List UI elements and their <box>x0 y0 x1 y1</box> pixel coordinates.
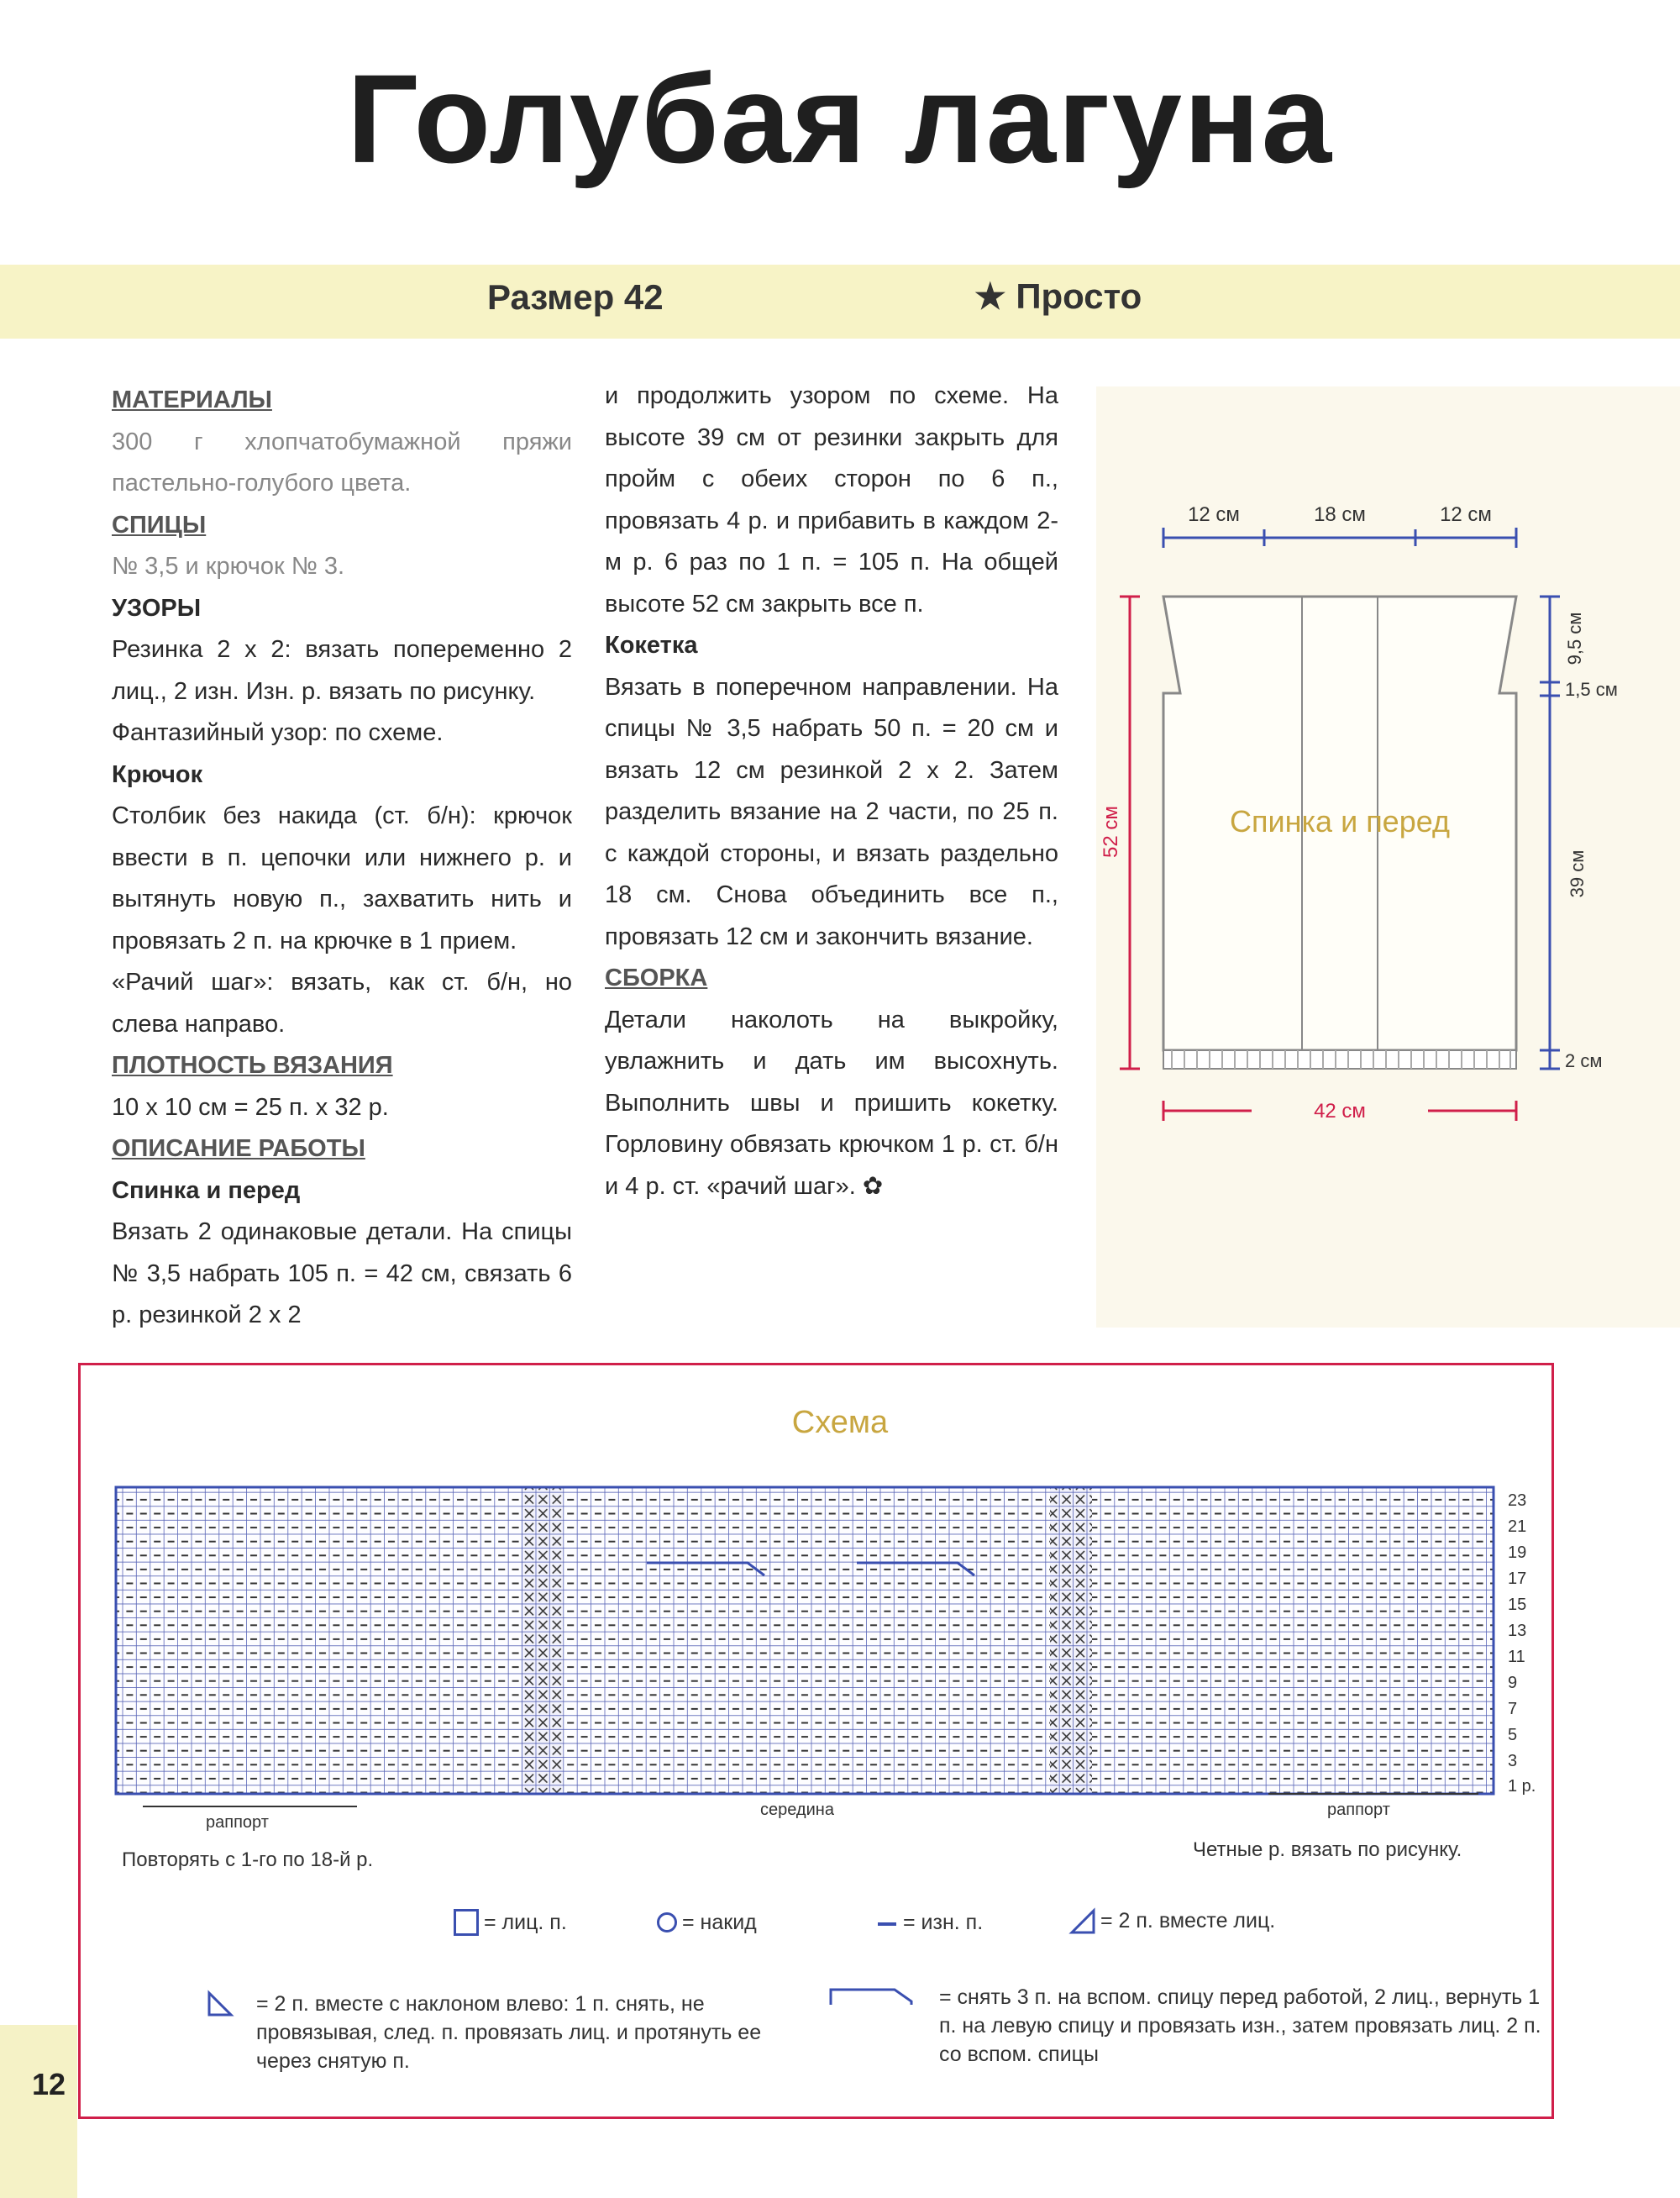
paragraph: Детали наколоть на выкройку, увлажнить и дать им высохнуть. Выполнить швы и пришить кокетку. Горловину обвязать крючком 1 р. ст. б/н и 4 р. ст. «рачий шаг». ✿ <box>605 1006 1058 1200</box>
page-title: Голубая лагуна <box>346 48 1334 189</box>
knit-stitch-symbol <box>454 1909 479 1936</box>
row-number: 9 <box>1508 1674 1518 1692</box>
row-number: 1 р. <box>1508 1777 1536 1796</box>
paragraph: 300 г хлопчатобумажной пряжи пастельно-голубого цвета. <box>112 428 572 497</box>
text-column-left <box>112 380 572 1337</box>
right-dim-1: 9,5 см <box>1564 612 1585 665</box>
difficulty-label: ★ Просто <box>974 276 1142 316</box>
legend-yarn-over: = накид <box>682 1911 757 1934</box>
chart-note-right: Четные р. вязать по рисунку. <box>1193 1838 1462 1861</box>
right-dim-2: 1,5 см <box>1565 679 1618 700</box>
row-number: 11 <box>1508 1648 1525 1666</box>
row-number: 13 <box>1508 1622 1527 1640</box>
paragraph: и продолжить узором по схеме. На высоте 39 см от резинки закрыть для пройм с обеих сторон по 6 п., провязать 4 р. и прибавить в каждом 2-м р. 6 раз по 1 п. = 105 п. На общей высоте 52 см закрыть все п. <box>605 382 1058 618</box>
yarn-over-symbol <box>657 1912 677 1932</box>
bottom-dim: 42 см <box>1314 1100 1366 1123</box>
garment-schematic <box>1092 471 1663 1143</box>
right-dim-4: 2 см <box>1565 1050 1603 1071</box>
row-number: 7 <box>1508 1700 1518 1718</box>
legend-ssk: = 2 п. вместе с наклоном влево: 1 п. снять, не провязывая, след. п. провязать лиц. и протянуть ее через снятую п. <box>256 1992 762 2073</box>
page-number-band <box>0 2025 77 2198</box>
row-number: 21 <box>1508 1517 1527 1536</box>
size-label: Размер 42 <box>487 277 664 317</box>
legend-k2tog: = 2 п. вместе лиц. <box>1100 1909 1276 1932</box>
paragraph: ПЛОТНОСТЬ ВЯЗАНИЯ <box>112 1052 393 1079</box>
top-dim-right: 12 см <box>1440 503 1492 526</box>
left-dim: 52 см <box>1100 806 1122 858</box>
page-number: 12 <box>32 2067 66 2101</box>
header-band <box>0 265 1680 339</box>
chart-title: Схема <box>791 1405 889 1440</box>
schematic-label: Спинка и перед <box>1230 804 1450 839</box>
paragraph: Крючок <box>112 760 203 788</box>
legend-cable: = снять 3 п. на вспом. спицу перед работой, 2 лиц., вернуть 1 п. на левую спицу и провязать изн., затем провязать лиц. 2 п. со вспом. спицы <box>939 1985 1541 2066</box>
k2tog-symbol <box>1068 1907 1097 1936</box>
ssk-symbol <box>206 1990 234 2018</box>
paragraph: Кокетка <box>605 632 698 659</box>
rapport-label-left: раппорт <box>206 1813 269 1832</box>
row-number: 17 <box>1508 1570 1527 1588</box>
rapport-label-right: раппорт <box>1327 1801 1390 1819</box>
paragraph: СБОРКА <box>605 965 708 991</box>
paragraph: УЗОРЫ <box>112 594 202 622</box>
row-number: 23 <box>1508 1491 1527 1510</box>
chart-note-left: Повторять с 1-го по 18-й р. <box>122 1848 374 1871</box>
paragraph: Столбик без накида (ст. б/н): крючок ввести в п. цепочки или нижнего р. и вытянуть новую п., захватить нить и провязать 2 п. на крючке в 1 прием. <box>112 802 572 954</box>
legend-knit: = лиц. п. <box>484 1911 567 1934</box>
paragraph: ОПИСАНИЕ РАБОТЫ <box>112 1135 365 1162</box>
middle-label: середина <box>760 1801 834 1819</box>
paragraph: № 3,5 и крючок № 3. <box>112 553 345 580</box>
paragraph: Спинка и перед <box>112 1176 301 1204</box>
knitting-chart <box>109 1479 1554 1832</box>
paragraph: Фантазийный узор: по схеме. <box>112 719 444 746</box>
paragraph: СПИЦЫ <box>112 511 207 539</box>
row-number: 15 <box>1508 1596 1527 1614</box>
legend-purl: = изн. п. <box>903 1911 984 1934</box>
paragraph: Резинка 2 x 2: вязать попеременно 2 лиц., 2 изн. Изн. р. вязать по рисунку. <box>112 636 572 705</box>
paragraph: Вязать 2 одинаковые детали. На спицы № 3,5 набрать 105 п. = 42 см, связать 6 р. резинкой 2 х 2 <box>112 1218 572 1328</box>
cable-symbol <box>827 1985 920 2010</box>
paragraph: 10 х 10 см = 25 п. х 32 р. <box>112 1093 389 1121</box>
row-number: 19 <box>1508 1543 1527 1562</box>
paragraph: МАТЕРИАЛЫ <box>112 386 272 413</box>
right-dim-3: 39 см <box>1567 849 1588 898</box>
paragraph: Вязать в поперечном направлении. На спицы № 3,5 набрать 50 п. = 20 см и вязать 12 см резинкой 2 х 2. Затем разделить вязание на 2 части, по 25 п. с каждой стороны, и вязать раздельно 18 см. Снова объединить все п., провязать 12 см и закончить вязание. <box>605 673 1058 950</box>
row-number: 3 <box>1508 1752 1518 1770</box>
text-column-middle <box>605 376 1058 1207</box>
paragraph: «Рачий шаг»: вязать, как ст. б/н, но слева направо. <box>112 969 572 1038</box>
row-number: 5 <box>1508 1726 1518 1744</box>
purl-stitch-symbol <box>878 1922 896 1926</box>
top-dim-middle: 18 см <box>1314 503 1366 526</box>
top-dim-left: 12 см <box>1188 503 1240 526</box>
